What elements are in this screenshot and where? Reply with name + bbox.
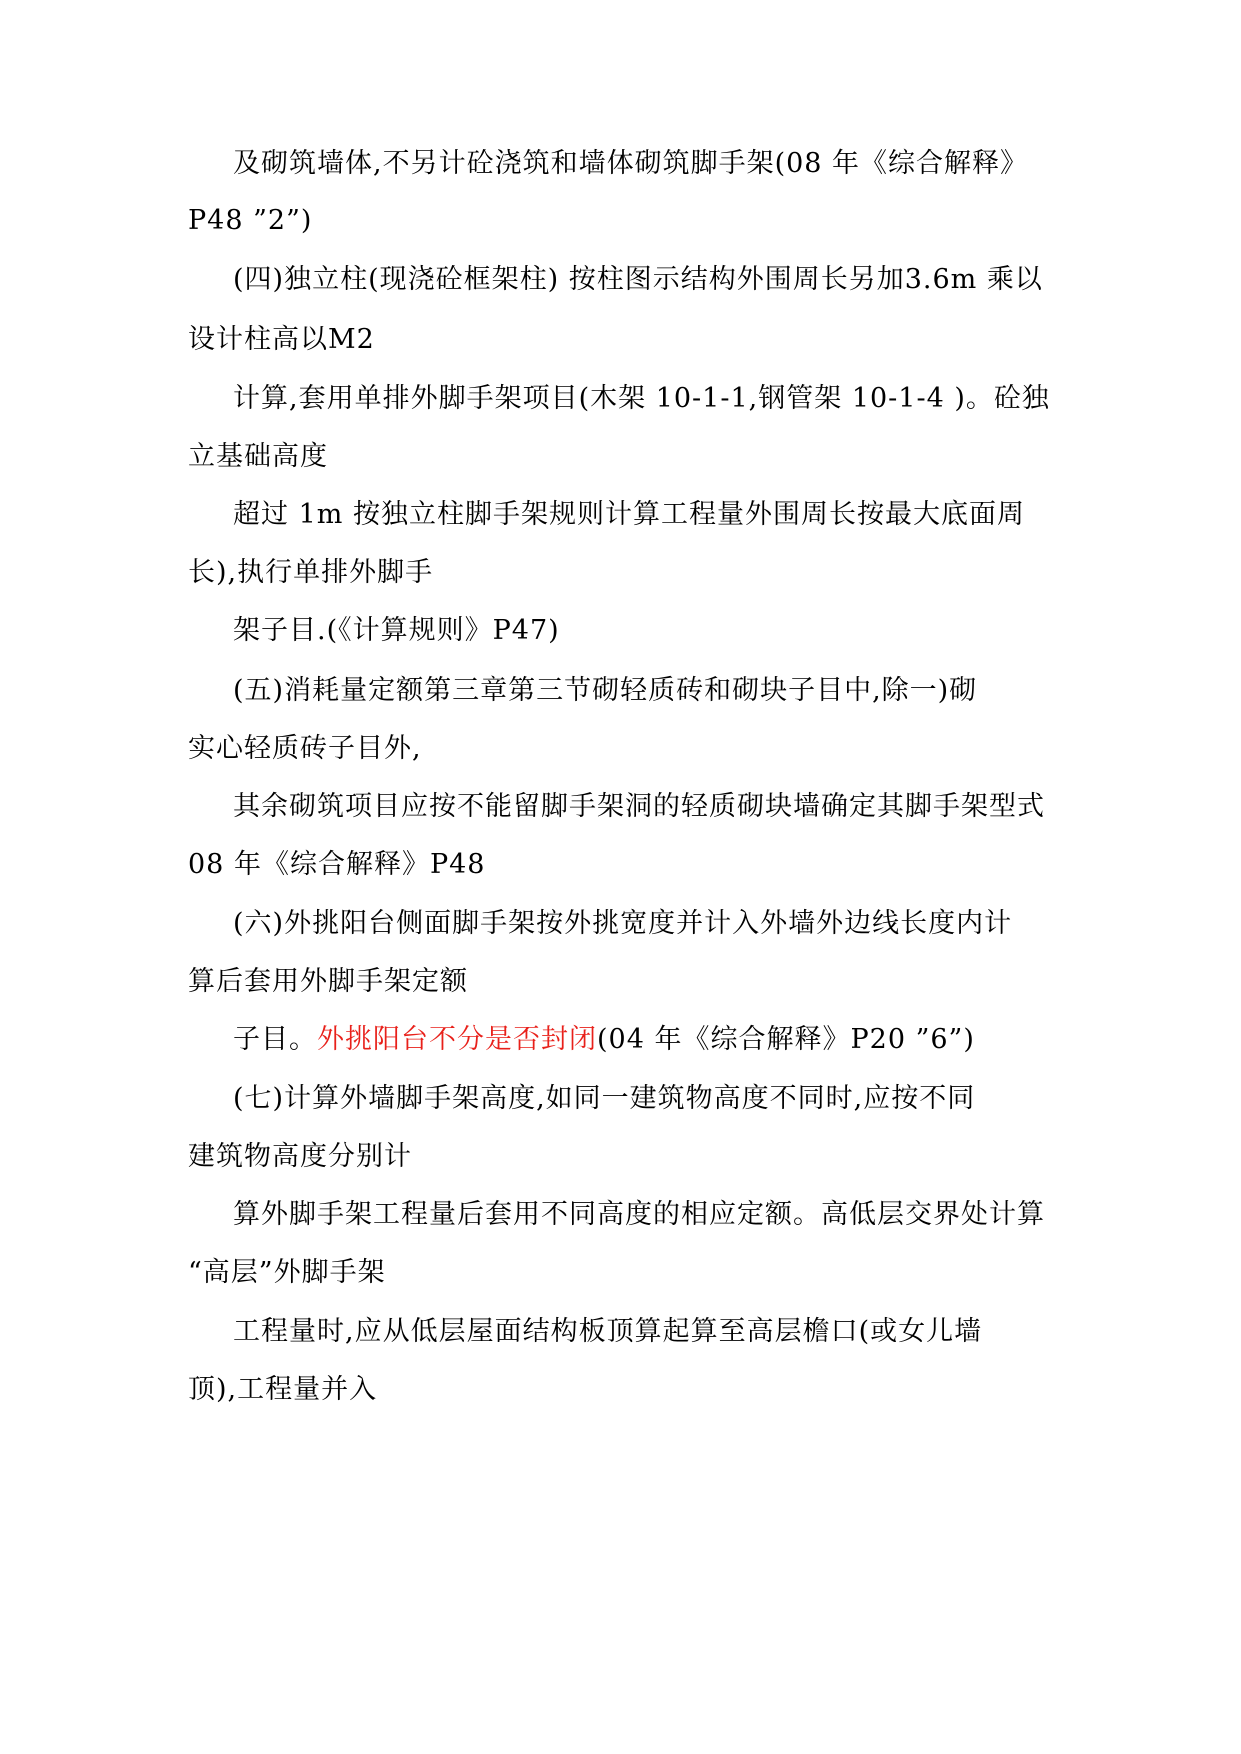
- text-line: 实心轻质砖子目外,: [188, 733, 422, 764]
- text-line: 立基础高度: [188, 441, 328, 472]
- text-line: 工程量时,应从低层屋面结构板顶算起算至高层檐口(或女儿墙: [233, 1316, 983, 1347]
- text-line: 顶),工程量并入: [188, 1374, 378, 1405]
- text-line: 及砌筑墙体,不另计砼浇筑和墙体砌筑脚手架(08 年《综合解释》: [233, 148, 1029, 179]
- text-line-with-highlight: [233, 1022, 1133, 1058]
- text-line: 算外脚手架工程量后套用不同高度的相应定额。高低层交界处计算: [233, 1199, 1045, 1230]
- text-line: (六)外挑阳台侧面脚手架按外挑宽度并计入外墙外边线长度内计: [233, 908, 1013, 939]
- text-line: (五)消耗量定额第三章第三节砌轻质砖和砌块子目中,除一)砌: [233, 675, 978, 706]
- text-line: “高层”外脚手架: [188, 1257, 386, 1288]
- text-line: (七)计算外墙脚手架高度,如同一建筑物高度不同时,应按不同: [233, 1083, 976, 1114]
- line-prefix: 子目。: [233, 1024, 317, 1055]
- highlighted-text: 外挑阳台不分是否封闭: [317, 1024, 597, 1055]
- text-line: 算后套用外脚手架定额: [188, 966, 468, 997]
- text-line: 建筑物高度分别计: [188, 1141, 412, 1172]
- line-suffix: (04 年《综合解释》P20 ”6”): [597, 1024, 975, 1055]
- text-line: 长),执行单排外脚手: [188, 557, 434, 588]
- text-line: (四)独立柱(现浇砼框架柱) 按柱图示结构外围周长另加3.6m 乘以: [233, 264, 1043, 295]
- text-line: 其余砌筑项目应按不能留脚手架洞的轻质砌块墙确定其脚手架型式: [233, 791, 1045, 822]
- text-line: 超过 1m 按独立柱脚手架规则计算工程量外围周长按最大底面周: [233, 499, 1025, 530]
- text-line: 08 年《综合解释》P48: [188, 849, 486, 880]
- text-line: 计算,套用单排外脚手架项目(木架 10-1-1,钢管架 10-1-4 )。砼独: [233, 383, 1050, 414]
- text-line: 设计柱高以M2: [188, 324, 375, 355]
- text-line: P48 ”2”): [188, 205, 313, 236]
- text-line: 架子目.(《计算规则》P47): [233, 615, 560, 646]
